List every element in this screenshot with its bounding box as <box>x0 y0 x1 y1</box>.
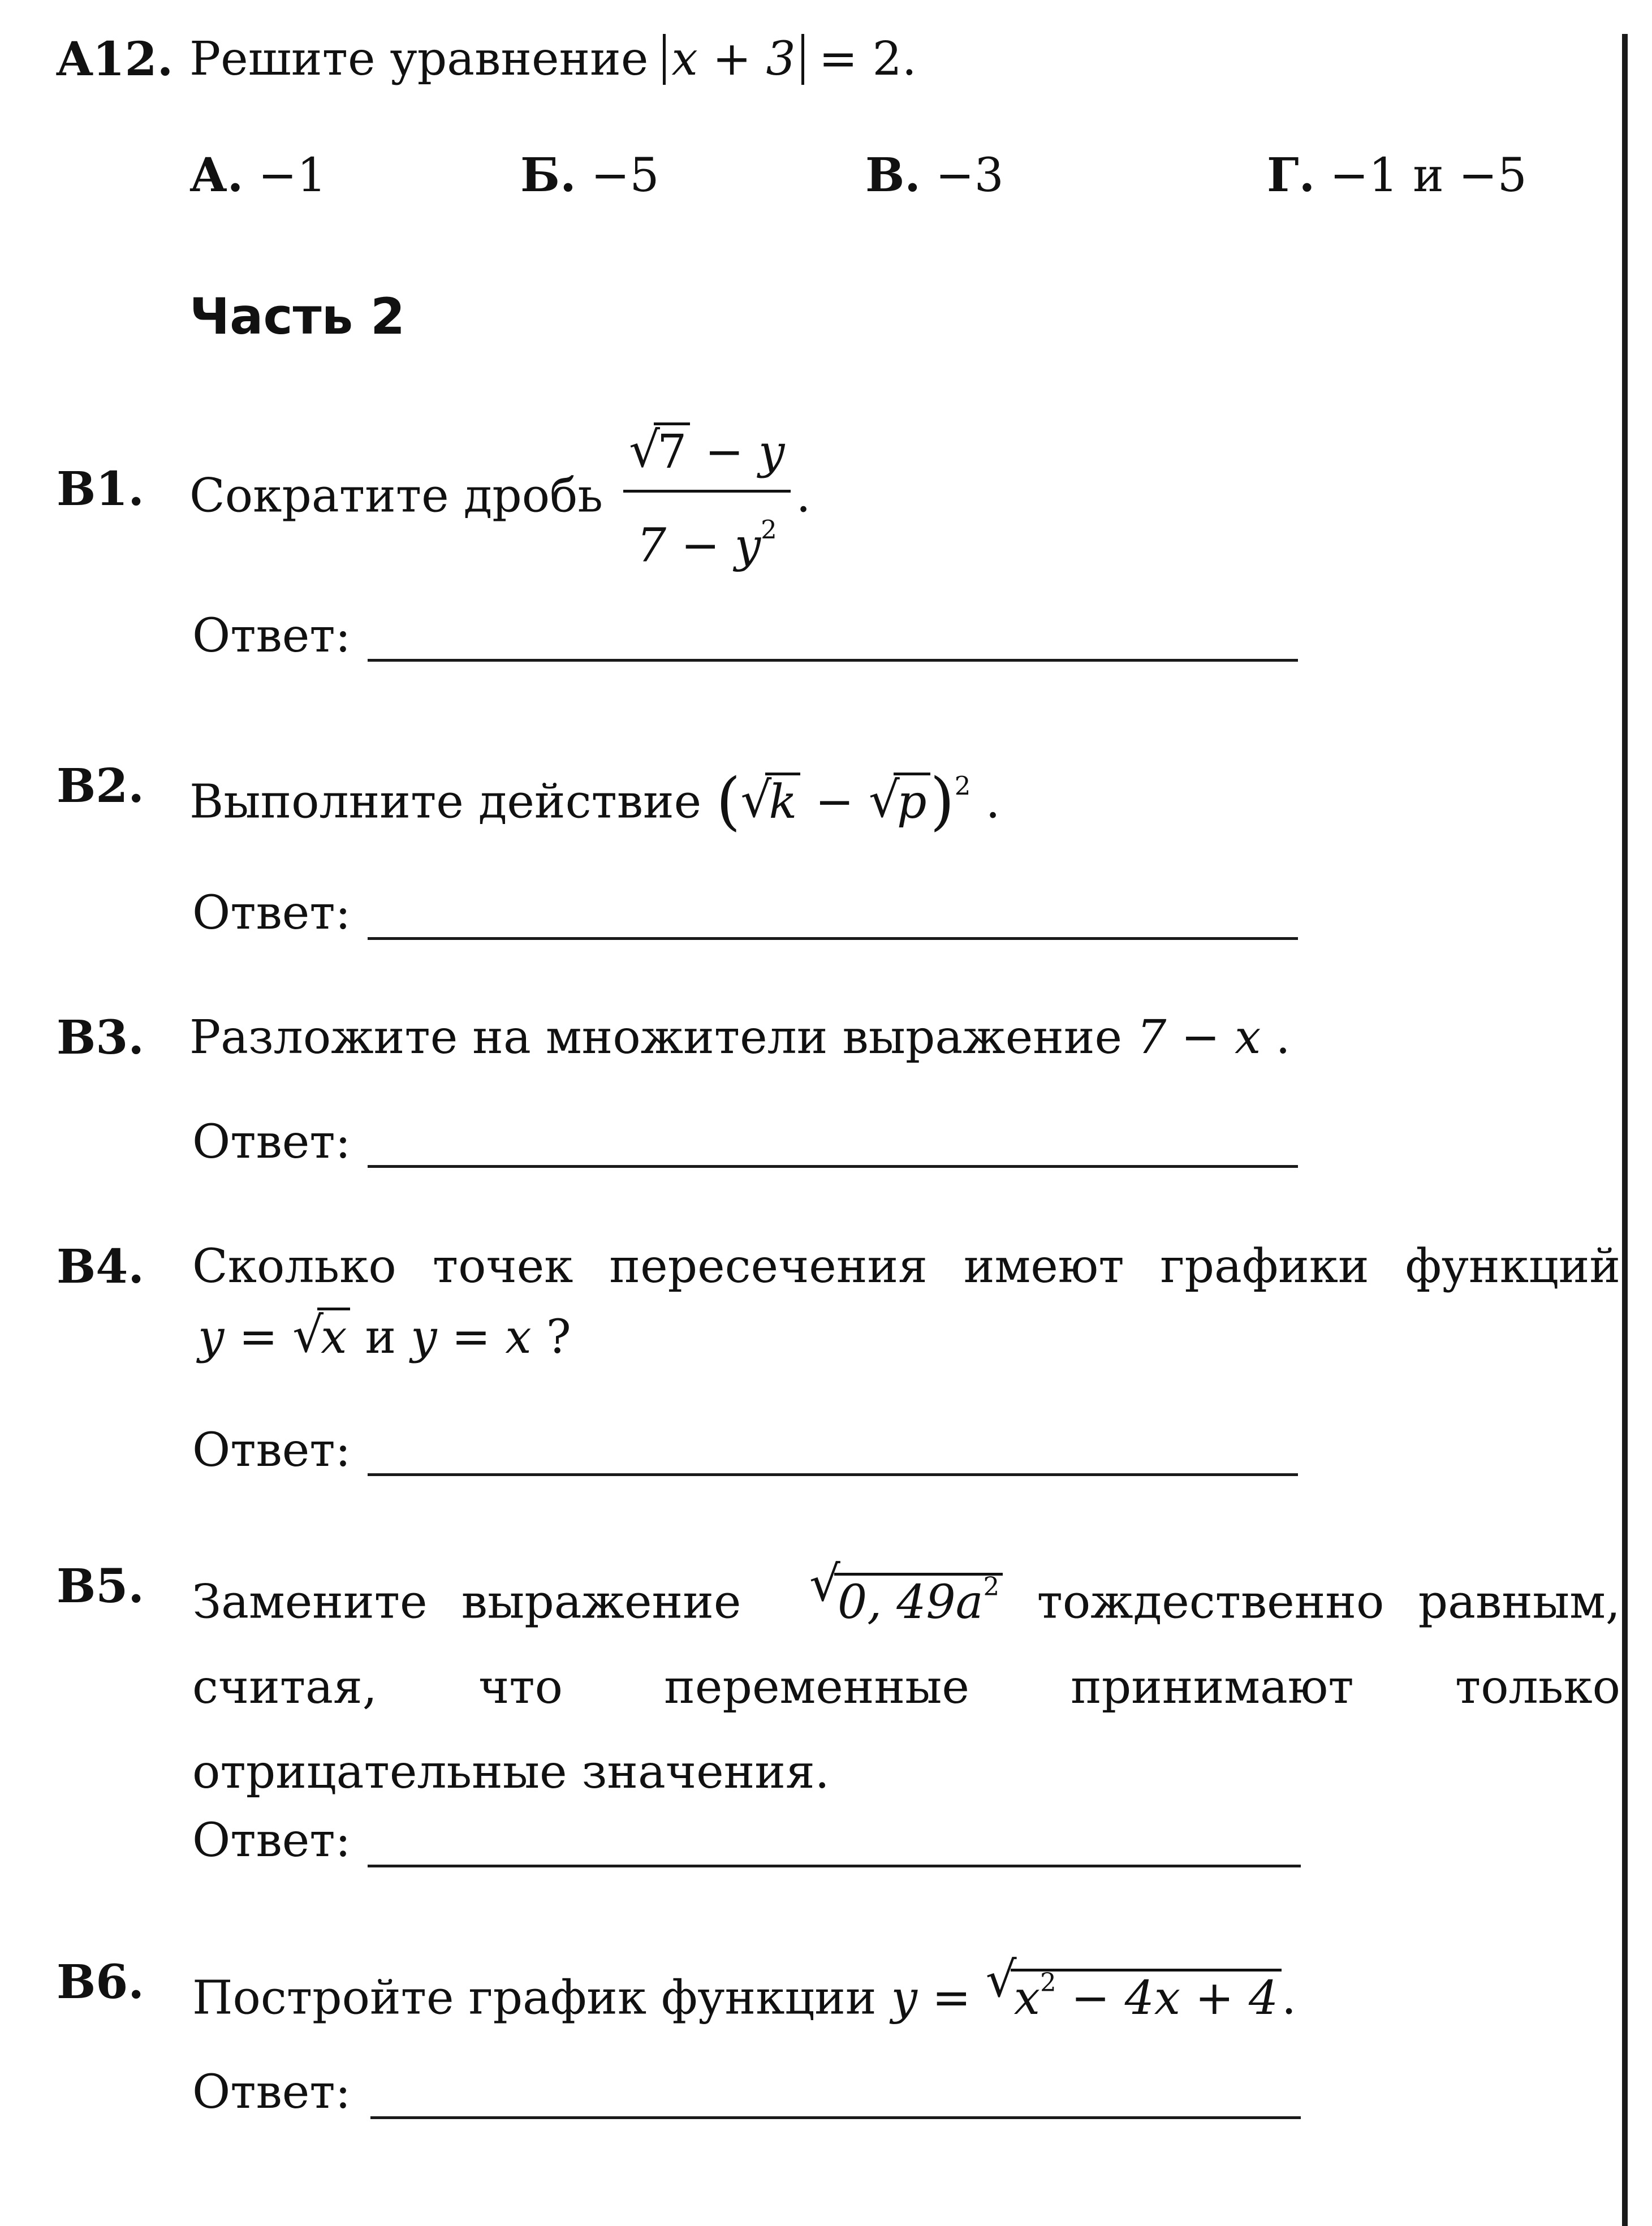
b3-answer-line[interactable] <box>368 1165 1298 1168</box>
b6-sqrt: √ $x^2 - 4x + 4$ <box>986 1954 1282 2027</box>
question-number-b2: B2. <box>57 759 144 813</box>
b3-expression: 7 − x <box>1137 1011 1261 1064</box>
right-margin-line <box>1622 34 1628 2226</box>
question-b3-text <box>189 1010 1291 1066</box>
b1-sqrt: √ 7 <box>629 419 690 486</box>
question-number-b3: B3. <box>57 1011 144 1065</box>
question-number-b1: B1. <box>57 462 144 516</box>
b2-end: . <box>985 775 1000 829</box>
b1-denominator: $7 - y^2$ <box>636 515 777 573</box>
question-number-b6: B6. <box>57 1955 144 2009</box>
option-c-value: −3 <box>935 149 1004 202</box>
question-number-b4: B4. <box>57 1240 144 1294</box>
b3-end: . <box>1275 1011 1291 1064</box>
b1-numerator: √ 7 − y <box>623 419 790 493</box>
option-c-label: В. <box>865 148 921 202</box>
a12-option-b <box>520 147 659 204</box>
b6-answer-line[interactable] <box>370 2116 1301 2119</box>
b1-answer-label: Ответ: <box>192 609 351 663</box>
b5-answer-label: Ответ: <box>192 1814 351 1867</box>
question-b6-text: Постройте график функции y = √ $x^2 - 4x + 4$. <box>192 1954 1296 2027</box>
b6-answer-label: Ответ: <box>192 2065 351 2119</box>
question-a12-text <box>189 31 917 88</box>
b2-prompt: Выполните действие <box>189 775 702 829</box>
question-b2-text: Выполните действие (√ k − √ p)$^2$ . <box>189 758 1000 831</box>
b2-answer-line[interactable] <box>368 937 1298 940</box>
question-b4-line2: y = √ x и y = x ? <box>198 1309 571 1366</box>
b1-prompt: Сократите дробь <box>189 469 603 523</box>
b3-prompt: Разложите на множители выражение <box>189 1011 1123 1064</box>
question-b4-line1: Сколько точек пересечения имеют графики функций <box>192 1240 1620 1293</box>
part2-heading: Часть 2 <box>189 287 406 346</box>
question-number-b5: B5. <box>57 1559 144 1614</box>
b1-end: . <box>796 469 811 523</box>
option-a-value: −1 <box>258 149 327 202</box>
b4-answer-label: Ответ: <box>192 1423 351 1477</box>
b4-answer-line[interactable] <box>368 1473 1298 1476</box>
b2-sqrt-k: √ k <box>740 774 800 831</box>
option-a-label: А. <box>189 148 244 202</box>
b5-answer-line[interactable] <box>368 1865 1301 1867</box>
a12-absolute-value: x + 3 <box>663 34 804 85</box>
a12-option-a <box>189 147 326 204</box>
option-d-label: Г. <box>1267 148 1315 202</box>
a12-equals: = 2. <box>818 32 917 86</box>
b1-fraction <box>623 419 790 580</box>
b5-sqrt: √ 0, $49a^2$ <box>809 1544 1003 1645</box>
b2-exponent: 2 <box>954 771 971 801</box>
b4-sqrt-x: √ x <box>292 1309 350 1366</box>
b6-prompt: Постройте график функции <box>192 1971 877 2025</box>
b2-sqrt-p: √ p <box>869 774 930 831</box>
question-b5-text: Замените выражение √ 0, $49a^2$ тождественно равным, считая, что переменные принимают только отрицательные значения. <box>192 1544 1620 1815</box>
question-b1-text <box>189 419 811 580</box>
a12-option-d <box>1267 147 1527 204</box>
question-number-a12: A12. <box>57 32 174 87</box>
b3-answer-label: Ответ: <box>192 1115 351 1169</box>
option-b-label: Б. <box>520 148 576 202</box>
option-b-value: −5 <box>590 149 659 202</box>
b2-answer-label: Ответ: <box>192 886 351 940</box>
a12-option-c <box>865 147 1004 204</box>
b1-answer-line[interactable] <box>368 659 1298 662</box>
a12-prompt: Решите уравнение <box>189 32 649 86</box>
option-d-value: −1 и −5 <box>1330 149 1527 202</box>
